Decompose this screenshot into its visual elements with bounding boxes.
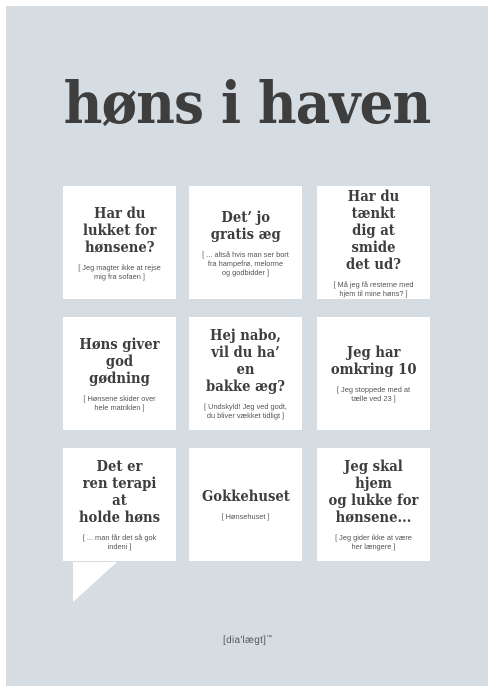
trademark-mark: ™ [266, 635, 273, 641]
quote-card [317, 448, 430, 561]
card-heading: Har du tænkt dig at smide det ud? [346, 186, 401, 273]
card-subtext: [ Jeg magter ikke at rejse mig fra sofaen ] [78, 262, 161, 281]
card-subtext: [ Må jeg få resterne med hjem til mine høns? ] [333, 279, 414, 298]
card-heading: Gokkehuset [201, 487, 290, 505]
quote-card [189, 186, 302, 299]
brand-logo-text: [dia'lægt] [223, 635, 267, 646]
quote-card [63, 317, 176, 430]
card-subtext: [ ... man får det så gok indeni ] [82, 533, 157, 551]
card-subtext: [ Jeg gider ikke at være her længere ] [335, 533, 412, 551]
card-heading: Det’ jo gratis æg [210, 207, 281, 243]
quote-card [317, 186, 430, 299]
speech-bubble-tail [73, 562, 117, 602]
quote-card [317, 317, 430, 430]
brand-logo [223, 635, 273, 646]
card-heading: Det er ren terapi at holde høns [78, 457, 161, 526]
card-subtext: [ Jeg stoppede med at tælle ved 23 ] [336, 385, 411, 403]
card-heading: Har du lukket for hønsene? [82, 203, 157, 256]
quote-card [63, 186, 176, 299]
card-subtext: [ ... altså hvis man ser bort fra hampefrø, melorme og godbidder ] [202, 249, 289, 277]
card-heading: Jeg har omkring 10 [330, 343, 417, 378]
poster-title: høns i haven [63, 69, 431, 137]
card-heading: Jeg skal hjem og lukke for hønsene... [328, 457, 419, 526]
poster [6, 6, 488, 686]
card-heading: Høns giver god gødning [79, 334, 160, 387]
quote-card [63, 448, 176, 561]
quote-card [189, 317, 302, 430]
card-subtext: [ Hønsehuset ] [221, 512, 270, 521]
card-heading: Hej nabo, vil du ha’ en bakke æg? [206, 326, 285, 395]
card-subtext: [ Hønsene skider over hele matriklen ] [83, 393, 156, 412]
quote-card [189, 448, 302, 561]
card-subtext: [ Undskyld! Jeg ved godt, du bliver vækket tidligt ] [204, 402, 287, 420]
